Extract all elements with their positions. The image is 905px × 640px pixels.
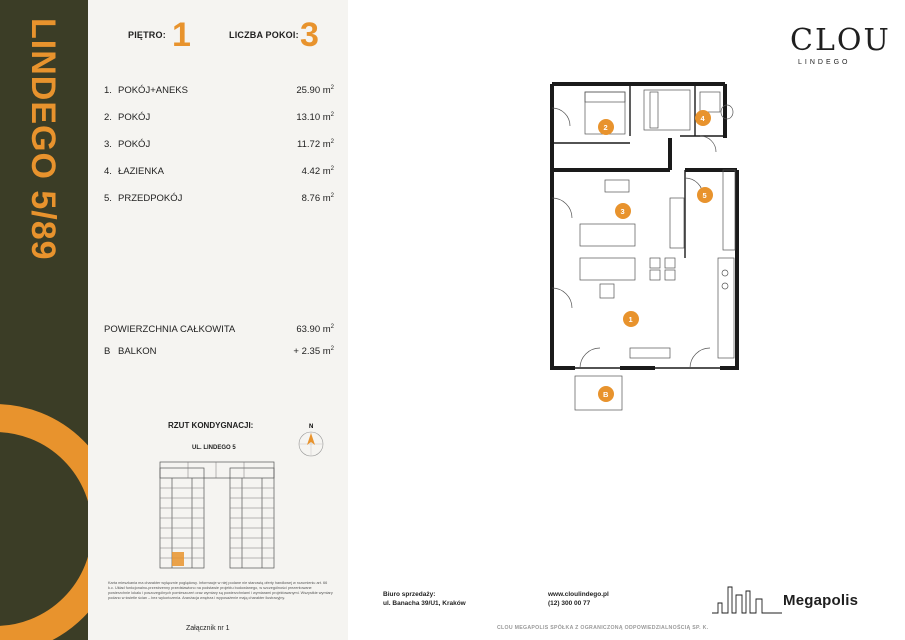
room-number: 2. <box>104 112 112 123</box>
total-area-label: POWIERZCHNIA CAŁKOWITA <box>104 324 236 335</box>
room-name: ŁAZIENKA <box>118 166 164 177</box>
room-number: 5. <box>104 193 112 204</box>
rooms-count-value: 3 <box>300 16 319 54</box>
svg-text:1: 1 <box>628 315 633 324</box>
compass-icon <box>296 420 326 460</box>
brand-band <box>0 0 88 640</box>
room-area: 4.42 $m^2$ <box>301 166 334 177</box>
sales-office-label: Biuro sprzedaży: <box>383 591 436 598</box>
room-name: PRZEDPOKÓJ <box>118 193 183 204</box>
logo-subtitle: LINDEGO <box>798 59 851 66</box>
decorative-arc <box>0 404 88 640</box>
balcony-area: + 2.35 $m^2$ <box>293 346 334 357</box>
room-name: POKÓJ <box>118 139 151 150</box>
logo-wordmark: CLOU <box>790 23 891 58</box>
room-number: 3. <box>104 139 112 150</box>
skyline-icon <box>712 583 782 615</box>
balcony-row <box>104 346 334 357</box>
building-key-plan <box>158 460 276 572</box>
north-label: N <box>309 424 314 430</box>
svg-text:2: 2 <box>603 123 608 132</box>
clou-logo <box>790 23 891 66</box>
room-row <box>104 85 334 99</box>
room-row <box>104 139 334 153</box>
total-area-value: 63.90 $m^2$ <box>296 324 334 335</box>
floor-value: 1 <box>172 16 191 54</box>
sales-office <box>383 590 466 609</box>
svg-text:4: 4 <box>700 114 705 123</box>
street-label: UL. LINDEGO 5 <box>192 445 236 451</box>
room-row <box>104 166 334 180</box>
info-panel <box>0 0 348 640</box>
balcony-letter: B <box>104 346 111 357</box>
company-name: CLOU MEGAPOLIS SPÓŁKA Z OGRANICZONĄ ODPOWIEDZIALNOŚCIĄ SP. K. <box>497 625 709 631</box>
room-row <box>104 112 334 126</box>
room-name: POKÓJ <box>118 112 151 123</box>
svg-text:B: B <box>603 390 609 399</box>
floor-plan-title: RZUT KONDYGNACJI: <box>168 421 254 430</box>
website-link[interactable]: www.cloulindego.pl <box>548 591 609 598</box>
contact <box>548 590 609 609</box>
phone-number[interactable]: (12) 300 00 77 <box>548 600 591 608</box>
room-row <box>104 193 334 207</box>
floor-label: PIĘTRO: <box>128 30 166 40</box>
megapolis-logo: Megapolis <box>783 592 859 609</box>
svg-text:3: 3 <box>620 207 625 216</box>
room-area: 25.90 $m^2$ <box>296 85 334 96</box>
sales-address: ul. Banacha 39/U1, Kraków <box>383 600 466 608</box>
total-area-row <box>104 324 334 335</box>
room-area: 11.72 $m^2$ <box>297 139 334 150</box>
room-area: 8.76 $m^2$ <box>301 193 334 204</box>
room-number: 4. <box>104 166 112 177</box>
svg-text:5: 5 <box>702 191 707 200</box>
room-number: 1. <box>104 85 112 96</box>
apartment-floor-plan <box>540 78 750 418</box>
disclaimer: Karta mieszkania ma charakter wyłącznie poglądowy. Informacje w niej podane nie stanowią oferty handlowej w rozumieniu art. 66 k.c. Układ funkcjonalno-przestrzenny przedstawiono na podstawie projektu budowlanego, w szczególności prezentowane powierzchnie lokalu i poszczególnych pomieszczeń oraz wymiary są powierzchniami i wymiarami projektowanymi. Wszystkie wymiary podano w świetle ścian – bez wykończenia. Aranżacja wnętrza i wyposażenie mają charakter ilustracyjny. <box>108 581 333 601</box>
building-title: LINDEGO 5/89 <box>24 18 62 261</box>
attachment-label: Załącznik nr 1 <box>186 625 230 632</box>
room-area: 13.10 $m^2$ <box>296 112 334 123</box>
rooms-count-label: LICZBA POKOI: <box>229 30 299 40</box>
balcony-label: BALKON <box>118 346 157 357</box>
room-name: POKÓJ+ANEKS <box>118 85 188 96</box>
